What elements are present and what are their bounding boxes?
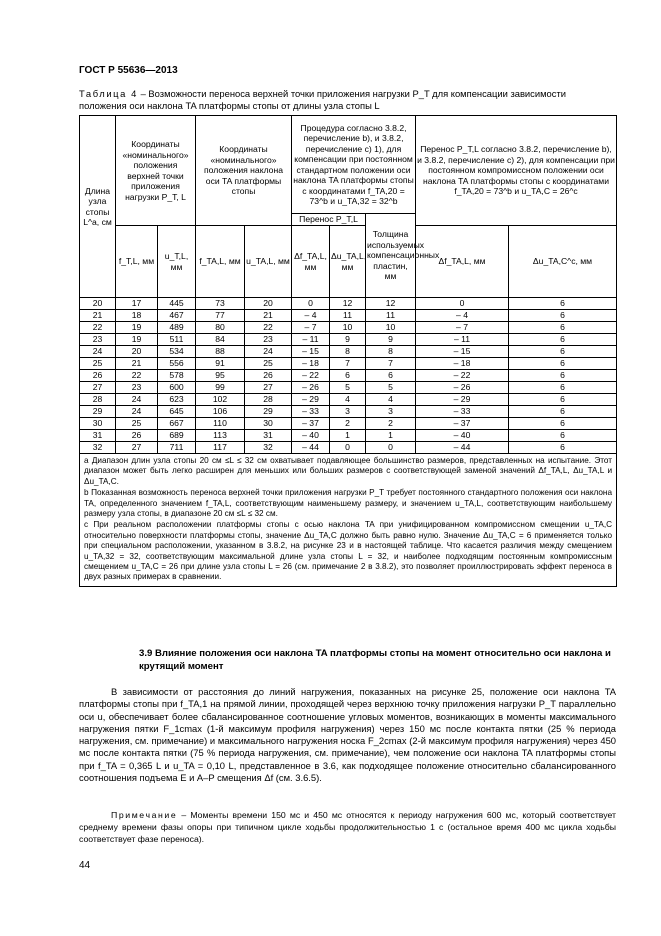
table-cell: 1 (366, 430, 416, 442)
table-cell: 23 (245, 334, 292, 346)
body-paragraph: В зависимости от расстояния до линий нагружения, показанных на рисунке 25, положение оси наклона TA платформы стопы при f_TA,1 на прямой линии, проходящей через верхнюю точку приложения нагрузки P_T параллельно оси u, обеспечивает более сбалансированное соотношение угловых моментов, возникающих в моменты максимального нагружения пятки F_1cmax (1-й максимум профиля нагружения) через 150 мс после контакта пятки (25 % периода нагружения, см. примечание) и максимального нагружения носка F_2cmax (2-й максимум профиля нагружения) через 450 мс после контакта пятки (75 % периода нагружения, см. примечание), чем положение оси наклона TA платформы стопы при f_TA = 0,365 L и u_TA = 0,10 L, представленное в 3.6, как подходящее положение относительно сбалансированного соотношения подъема E и A–P смещения Δf (см. 3.6.5). (79, 686, 616, 784)
table-cell: 12 (366, 298, 416, 310)
note-c: c При реальном расположении платформы стопы с осью наклона TA при унифицированном компромиссном смещении u_TA,C относительно поверхности платформы стопы, значение Δu_TA,C должно быть равно нулю. Значение Δu_TA,C = 6 применяется только при специальном расположении, указанном в 3.8.2, на рисунке 23 и в настоящей таблице. Что касается различия между смещением u_TA,32 = 32, соответствующим максимальной длине узла стопы L = 32, и наиболее подходящим постоянным компромиссным смещением u_TA,C = 26 при длине узла стопы L = 26 (см. примечание 2 в 3.8.2), это позволяет проиллюстрировать эффект переноса в двух разных примерах в сравнении. (84, 520, 613, 582)
table-cell: 6 (509, 322, 617, 334)
table-cell: 26 (245, 370, 292, 382)
table-cell: 0 (416, 298, 509, 310)
table-cell: – 29 (292, 394, 330, 406)
col-transfer-compromise: Перенос P_T,L согласно 3.8.2, перечисление b), и 3.8.2, перечисление с) 2), для компенсации при постоянном компромиссном положении оси наклона TA платформы стопы с координатами f_TA,20 = 73^b и u_TA,C = 26^c (416, 116, 617, 226)
table-cell: 11 (330, 310, 366, 322)
table-row (80, 370, 617, 382)
table-cell: 24 (116, 394, 158, 406)
table-cell: 4 (366, 394, 416, 406)
table-cell: – 33 (292, 406, 330, 418)
table-cell: 6 (509, 298, 617, 310)
table-cell: 21 (116, 358, 158, 370)
note-label: Примечание (111, 810, 178, 820)
table-cell: 445 (158, 298, 196, 310)
table-cell: 30 (80, 418, 116, 430)
table-cell: 29 (245, 406, 292, 418)
table-cell: 26 (80, 370, 116, 382)
table-cell: 32 (245, 442, 292, 454)
sub-header: Δu_TA,C^c, мм (509, 226, 617, 298)
table-cell: 25 (245, 358, 292, 370)
sub-header: u_T,L, мм (158, 226, 196, 298)
table-row (80, 346, 617, 358)
table-cell: 2 (366, 418, 416, 430)
table-row (80, 406, 617, 418)
table-cell: 0 (292, 298, 330, 310)
table-cell: 19 (116, 334, 158, 346)
table-cell: 578 (158, 370, 196, 382)
table-cell: 6 (509, 310, 617, 322)
data-table (79, 115, 617, 587)
table-cell: – 18 (416, 358, 509, 370)
table-cell: – 7 (416, 322, 509, 334)
table-row (80, 382, 617, 394)
table-cell: 113 (196, 430, 245, 442)
table-cell: 6 (509, 430, 617, 442)
table-row (80, 334, 617, 346)
table-row (80, 418, 617, 430)
table-cell: 17 (116, 298, 158, 310)
sub-header: Δf_TA,L, мм (292, 226, 330, 298)
table-cell: 102 (196, 394, 245, 406)
table-cell: – 37 (416, 418, 509, 430)
sub-header: f_TA,L, мм (196, 226, 245, 298)
table-cell: 467 (158, 310, 196, 322)
table-cell: 556 (158, 358, 196, 370)
table-cell: – 44 (416, 442, 509, 454)
table-cell: – 44 (292, 442, 330, 454)
table-cell: – 26 (416, 382, 509, 394)
table-cell: 106 (196, 406, 245, 418)
table-caption (79, 88, 615, 112)
table-cell: 20 (245, 298, 292, 310)
section-title: 3.9 Влияние положения оси наклона TA платформы стопы на момент относительно оси наклона и крутящий момент (139, 648, 611, 672)
caption-label: Таблица 4 (79, 88, 138, 99)
table-cell: 27 (245, 382, 292, 394)
table-cell: 22 (245, 322, 292, 334)
table-cell: 6 (509, 370, 617, 382)
table-cell: 31 (80, 430, 116, 442)
table-cell: 6 (509, 358, 617, 370)
table-cell: 667 (158, 418, 196, 430)
table-cell: 534 (158, 346, 196, 358)
table-cell: 20 (80, 298, 116, 310)
table-cell: 489 (158, 322, 196, 334)
table-cell: 1 (330, 430, 366, 442)
table-cell: 2 (330, 418, 366, 430)
table-cell: – 22 (416, 370, 509, 382)
table-cell: 25 (116, 418, 158, 430)
table-cell: 7 (366, 358, 416, 370)
table-cell: 27 (80, 382, 116, 394)
col-nominal-position: Координаты «номинального» положения верхней точки приложения нагрузки P_T, L (116, 116, 196, 226)
table-cell: 689 (158, 430, 196, 442)
table-cell: 5 (330, 382, 366, 394)
note-b: b Показанная возможность переноса верхней точки приложения нагрузки P_T требует постоянного стандартного положения оси наклона TA, определенного значением f_TA,L, соответствующим наименьшему размеру, и значением u_TA,L, соответствующим наибольшему размеру узла стопы, в диапазоне 20 см ≤L ≤ 32 см. (84, 488, 613, 519)
table-cell: – 15 (416, 346, 509, 358)
note-a: a Диапазон длин узла стопы 20 см ≤L ≤ 32 см охватывает подавляющее большинство размеров, представленных на испытание. Этот диапазон может быть легко расширен для меньших или больших размеров с соответствующей заменой значений Δf_TA,L, Δu_TA,L и Δu_TA,C. (84, 456, 613, 486)
table-cell: 110 (196, 418, 245, 430)
table-cell: 6 (509, 406, 617, 418)
table-cell: 623 (158, 394, 196, 406)
table-cell: 8 (330, 346, 366, 358)
table-cell: 24 (116, 406, 158, 418)
table-row (80, 394, 617, 406)
table-cell: 23 (80, 334, 116, 346)
col-foot-length: Длина узла стопы L^a, см (80, 116, 116, 298)
table-cell: 28 (80, 394, 116, 406)
table-cell: – 4 (416, 310, 509, 322)
document-header: ГОСТ Р 55636—2013 (79, 65, 178, 76)
table-cell: 6 (509, 394, 617, 406)
table-cell: – 7 (292, 322, 330, 334)
sub-header: u_TA,L, мм (245, 226, 292, 298)
table-cell: 23 (116, 382, 158, 394)
table-cell: 21 (245, 310, 292, 322)
table-cell: 4 (330, 394, 366, 406)
table-cell: 3 (366, 406, 416, 418)
table-row (80, 358, 617, 370)
col-plate-thickness: Толщина используемых компенсационных пластин, мм (366, 214, 416, 298)
table-cell: – 29 (416, 394, 509, 406)
table-cell: 31 (245, 430, 292, 442)
table-cell: 5 (366, 382, 416, 394)
table-cell: 22 (116, 370, 158, 382)
table-cell: 6 (509, 418, 617, 430)
table-cell: 95 (196, 370, 245, 382)
table-cell: 88 (196, 346, 245, 358)
table-cell: 600 (158, 382, 196, 394)
sub-header: Δu_TA,L, мм (330, 226, 366, 298)
table-cell: 10 (330, 322, 366, 334)
sub-header: Δf_TA,L, мм (416, 226, 509, 298)
table-cell: 91 (196, 358, 245, 370)
table-notes (80, 454, 617, 587)
table-cell: – 26 (292, 382, 330, 394)
table-cell: – 15 (292, 346, 330, 358)
table-cell: – 40 (292, 430, 330, 442)
table-cell: – 33 (416, 406, 509, 418)
table-cell: 6 (509, 334, 617, 346)
table-cell: 511 (158, 334, 196, 346)
table-cell: 99 (196, 382, 245, 394)
table-row (80, 310, 617, 322)
table-cell: – 18 (292, 358, 330, 370)
table-cell: 0 (366, 442, 416, 454)
table-cell: 6 (509, 382, 617, 394)
table-cell: 6 (366, 370, 416, 382)
table-cell: – 40 (416, 430, 509, 442)
table-cell: 711 (158, 442, 196, 454)
table-row (80, 298, 617, 310)
table-row (80, 430, 617, 442)
col-procedure: Процедура согласно 3.8.2, перечисление b), и 3.8.2, перечисление с) 1), для компенсации при постоянном стандартном положении оси наклона TA платформы стопы с координатами f_TA,20 = 73^b и u_TA,32 = 32^b (292, 116, 416, 214)
col-nominal-axis: Координаты «номинального» положения наклона оси TA платформы стопы (196, 116, 292, 226)
page-number: 44 (79, 860, 91, 871)
table-cell: 21 (80, 310, 116, 322)
table-cell: 32 (80, 442, 116, 454)
table-cell: 29 (80, 406, 116, 418)
table-row (80, 442, 617, 454)
caption-text: – Возможности переноса верхней точки приложения нагрузки P_T для компенсации зависимости положения оси наклона TA платформы стопы от длины узла стопы L (79, 88, 566, 111)
table-cell: – 11 (416, 334, 509, 346)
table-cell: 9 (366, 334, 416, 346)
table-cell: 27 (116, 442, 158, 454)
table-cell: 6 (509, 442, 617, 454)
table-cell: 9 (330, 334, 366, 346)
table-cell: 6 (330, 370, 366, 382)
table-cell: 117 (196, 442, 245, 454)
table-cell: 84 (196, 334, 245, 346)
table-cell: 11 (366, 310, 416, 322)
table-cell: 0 (330, 442, 366, 454)
table-cell: 28 (245, 394, 292, 406)
table-cell: 24 (245, 346, 292, 358)
table-cell: 77 (196, 310, 245, 322)
table-cell: 12 (330, 298, 366, 310)
table-cell: – 37 (292, 418, 330, 430)
table-cell: 18 (116, 310, 158, 322)
table-row (80, 322, 617, 334)
table-cell: – 4 (292, 310, 330, 322)
table-cell: 645 (158, 406, 196, 418)
table-cell: 80 (196, 322, 245, 334)
table-cell: 25 (80, 358, 116, 370)
table-cell: 24 (80, 346, 116, 358)
note-paragraph (79, 810, 616, 845)
table-cell: 73 (196, 298, 245, 310)
table-cell: 30 (245, 418, 292, 430)
table-cell: 19 (116, 322, 158, 334)
table-cell: 6 (509, 346, 617, 358)
table-cell: 10 (366, 322, 416, 334)
note-text: – Моменты времени 150 мс и 450 мс относятся к периоду нагружения 600 мс, который соответствует среднему времени фазы опоры при типичном цикле ходьбы продолжительностью 1 с (остальное время 400 мс цикла ходьбы соответствует фазе переноса). (79, 810, 616, 844)
table-cell: 3 (330, 406, 366, 418)
sub-header: f_T,L, мм (116, 226, 158, 298)
table-cell: – 11 (292, 334, 330, 346)
table-cell: 7 (330, 358, 366, 370)
col-transfer: Перенос P_T,L (292, 214, 366, 226)
table-cell: 8 (366, 346, 416, 358)
table-cell: – 22 (292, 370, 330, 382)
table-cell: 22 (80, 322, 116, 334)
table-cell: 26 (116, 430, 158, 442)
table-cell: 20 (116, 346, 158, 358)
